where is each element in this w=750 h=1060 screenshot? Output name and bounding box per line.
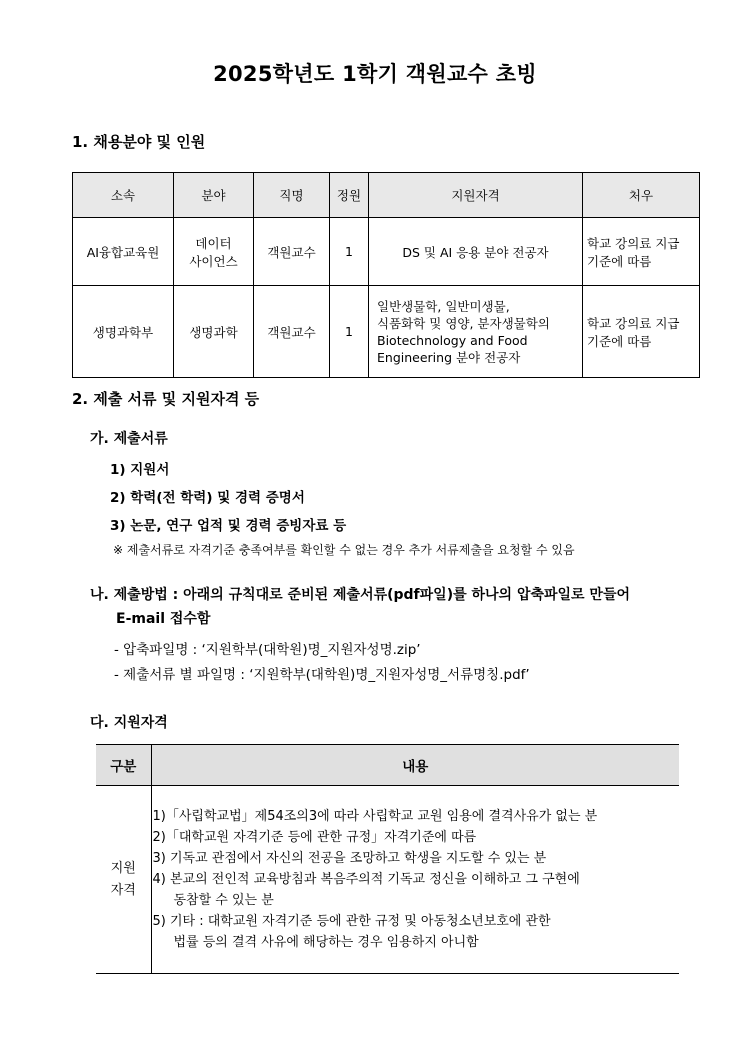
qualification-item: 4) 본교의 전인적 교육방침과 복음주의적 기독교 정신을 이해하고 그 구현에 [152,872,580,887]
treatment-line: 기준에 따름 [587,253,652,269]
subsection-na-heading: 나. 제출방법 : 아래의 규칙대로 준비된 제출서류(pdf파일)를 하나의 압축파일로 만들어 [90,587,631,603]
qualification-line: Engineering 분야 전공자 [377,349,521,365]
subsection-ga-heading: 가. 제출서류 [90,431,168,447]
cell-qualification: DS 및 AI 응용 분야 전공자 [369,218,583,286]
filename-rule: - 제출서류 별 파일명 : ‘지원학부(대학원)명_지원자성명_서류명칭.pdf’ [114,667,530,683]
table-header-row [73,173,700,218]
qualification-item: 5) 기타 : 대학교원 자격기준 등에 관한 규정 및 아동청소년보호에 관한 [152,914,551,929]
section1-heading: 1. 채용분야 및 인원 [72,133,206,151]
cell-content [151,786,679,974]
cell-affiliation: AI융합교육원 [73,218,174,286]
header-affiliation: 소속 [73,173,174,218]
treatment-line: 기준에 따름 [587,333,652,349]
header-qualification: 지원자격 [369,173,583,218]
cell-treatment [583,286,700,378]
cell-qualification [369,286,583,378]
cell-position: 객원교수 [254,286,330,378]
document-item: 1) 지원서 [110,462,170,478]
field-line: 데이터 [195,235,232,251]
qualification-item-cont: 법률 등의 결격 사유에 해당하는 경우 임용하지 아니함 [173,935,479,950]
table-row [73,286,700,378]
header-position: 직명 [254,173,330,218]
page-title: 2025학년도 1학기 객원교수 초빙 [213,62,537,86]
document-note: ※ 제출서류로 자격기준 충족여부를 확인할 수 없는 경우 추가 서류제출을 요청할 수 있음 [113,543,575,557]
document-item: 3) 논문, 연구 업적 및 경력 증빙자료 등 [110,518,347,534]
cell-quota: 1 [330,286,369,378]
category-line: 지원 [110,860,136,876]
header-category: 구분 [96,745,151,786]
subsection-na-heading-cont: E-mail 접수함 [116,611,211,627]
cell-field: 생명과학 [174,286,254,378]
cell-treatment [583,218,700,286]
qualification-item: 2)「대학교원 자격기준 등에 관한 규정」자격기준에 따름 [152,830,477,845]
qualification-item: 1)「사립학교법」제54조의3에 따라 사립학교 교원 임용에 결격사유가 없는 분 [152,809,598,824]
field-line: 사이언스 [189,253,238,269]
table-header-row [96,745,679,786]
qualification-line: Biotechnology and Food [377,332,528,348]
header-quota: 정원 [330,173,369,218]
table-row [96,786,679,974]
cell-field [174,218,254,286]
cell-position: 객원교수 [254,218,330,286]
header-field: 분야 [174,173,254,218]
qualification-item-cont: 동참할 수 있는 분 [173,893,274,908]
treatment-line: 학교 강의료 지급 [587,235,680,251]
subsection-da-heading: 다. 지원자격 [90,715,168,731]
section2-heading: 2. 제출 서류 및 지원자격 등 [72,390,260,408]
qualification-table [96,744,679,974]
qualification-item: 3) 기독교 관점에서 자신의 전공을 조망하고 학생을 지도할 수 있는 분 [152,851,547,866]
cell-category [96,786,151,974]
cell-affiliation: 생명과학부 [73,286,174,378]
document-item: 2) 학력(전 학력) 및 경력 증명서 [110,490,305,506]
cell-quota: 1 [330,218,369,286]
category-line: 자격 [110,882,136,898]
table-row [73,218,700,286]
treatment-line: 학교 강의료 지급 [587,315,680,331]
recruitment-table [72,172,700,378]
qualification-line: 식품화학 및 영양, 분자생물학의 [377,315,550,331]
header-treatment: 처우 [583,173,700,218]
qualification-line: 일반생물학, 일반미생물, [377,298,510,314]
filename-rule: - 압축파일명 : ‘지원학부(대학원)명_지원자성명.zip’ [114,642,421,658]
header-content: 내용 [151,745,679,786]
